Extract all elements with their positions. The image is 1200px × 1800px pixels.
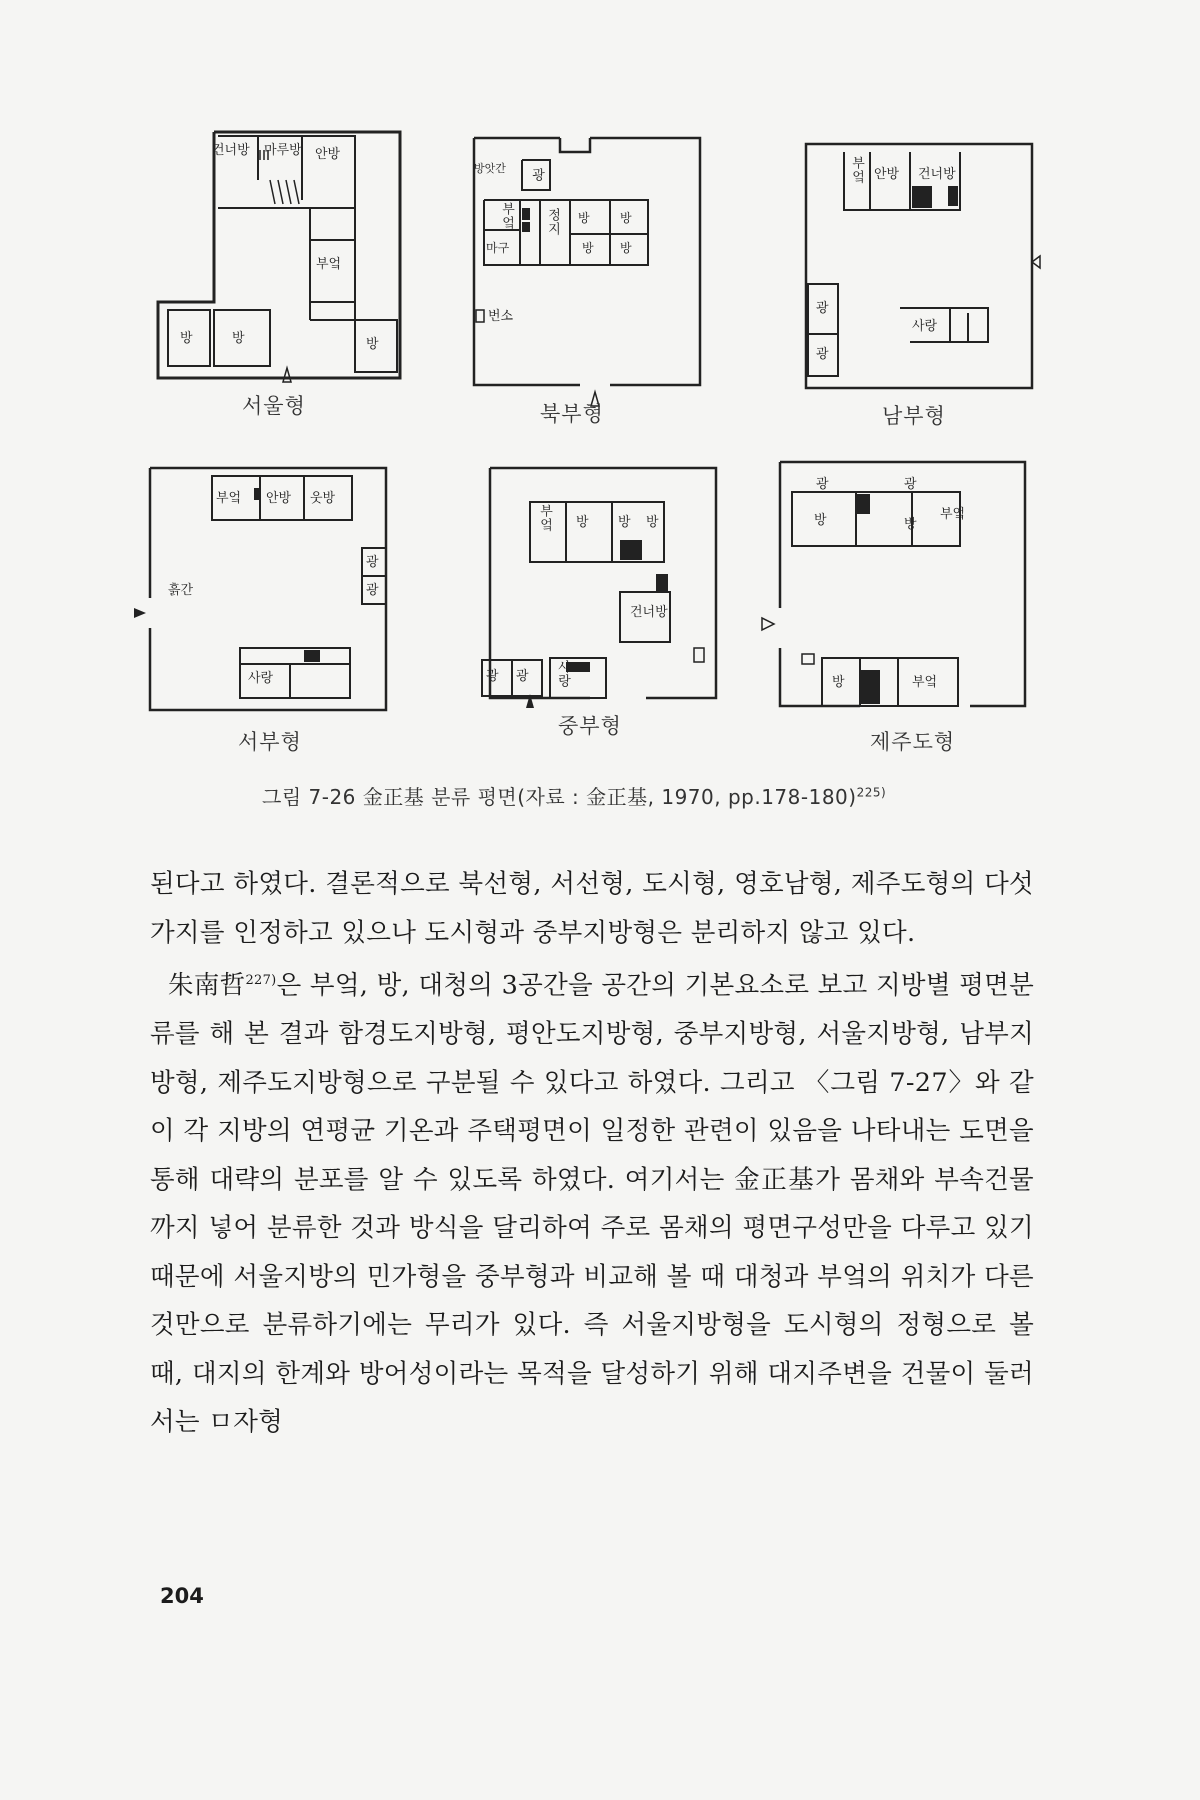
room-label: 마구 xyxy=(486,241,510,255)
room-label: 건너방 xyxy=(630,605,668,620)
floor-plan-north xyxy=(470,130,720,430)
paragraph xyxy=(150,957,1034,1447)
south-plan-drawing xyxy=(800,138,1060,438)
floor-plan-seoul xyxy=(150,120,410,420)
footnote-ref: 225) xyxy=(856,785,887,800)
room-label: 안방 xyxy=(874,167,900,182)
north-plan-drawing xyxy=(470,130,720,430)
room-label: 방 xyxy=(814,513,827,528)
caption-text: 그림 7-26 金正基 분류 평면(자료 : 金正基, 1970, pp.178-180) xyxy=(262,785,857,809)
floor-plan-west xyxy=(140,458,400,758)
room-label: 안방 xyxy=(315,147,341,162)
room-label: 사랑 xyxy=(248,671,274,686)
room-label: 건너방 xyxy=(212,143,250,158)
room-label: 광 xyxy=(816,301,829,316)
room-label: 방 xyxy=(576,515,589,530)
plan-label: 북부형 xyxy=(540,402,604,426)
room-label: 방 xyxy=(620,211,632,225)
room-label: 사랑 xyxy=(912,319,938,334)
room-label: 부엌 xyxy=(316,257,342,272)
room-label: 광 xyxy=(366,555,379,570)
room-label: 방 xyxy=(180,331,193,346)
room-label: 광 xyxy=(366,583,379,598)
plan-label: 중부형 xyxy=(558,714,622,738)
room-label: 광 xyxy=(529,168,544,182)
room-label: 흙간 xyxy=(168,583,194,598)
room-label: 마루방 xyxy=(264,143,302,158)
paragraph-text: 은 부엌, 방, 대청의 3공간을 공간의 기본요소로 보고 지방별 평면분류를 해 본 결과 함경도지방형, 평안도지방형, 중부지방형, 서울지방형, 남부지방형, 제주도지방형으로 구분될 수 있다고 하였다. 그리고 〈그림 7-27〉와 같이 각 지방의 연평균 기온과 주택평면이 일정한 관련이 있음을 나타내는 도면을 통해 대략의 분포를 알 수 있도록 하였다. 여기서는 金正基가 몸채와 부속건물까지 넣어 분류한 것과 방식을 달리하여 주로 몸채의 평면구성만을 다루고 있기 때문에 서울지방의 민가형을 중부형과 비교해 볼 때 대청과 부엌의 위치가 다른 것만으로 분류하기에는 무리가 있다. 즉 서울지방형을 도시형의 정형으로 볼 때, 대지의 한계와 방어성이라는 목적을 달성하기 위해 대지주변을 건물이 둘러서는 ㅁ자형 xyxy=(150,970,1034,1437)
room-label: 광 xyxy=(816,347,829,362)
room-label: 정지 xyxy=(545,208,560,236)
room-label: 웃방 xyxy=(310,491,336,506)
plan-label: 서부형 xyxy=(238,730,302,754)
floor-plan-central xyxy=(480,462,740,762)
room-label: 부엌 xyxy=(216,491,242,506)
plan-label: 남부형 xyxy=(882,404,946,428)
figure-caption xyxy=(262,781,1062,810)
room-label: 부엌 xyxy=(940,507,966,522)
room-label: 사랑 xyxy=(555,660,570,688)
room-label: 광 xyxy=(486,669,499,684)
room-label: 번소 xyxy=(488,309,514,324)
footnote-ref: 227) xyxy=(245,973,277,988)
paragraph: 된다고 하였다. 결론적으로 북선형, 서선형, 도시형, 영호남형, 제주도형의 다섯 가지를 인정하고 있으나 도시형과 중부지방형은 분리하지 않고 있다. xyxy=(150,869,1034,948)
body-text xyxy=(150,860,1034,1447)
room-label: 방 xyxy=(646,515,659,530)
room-label: 방 xyxy=(582,241,594,255)
room-label: 건너방 xyxy=(918,167,956,182)
plan-label: 제주도형 xyxy=(870,730,956,754)
room-label: 광 xyxy=(816,477,829,492)
floor-plan-south xyxy=(800,138,1060,438)
room-label: 방 xyxy=(904,517,917,532)
room-label: 방 xyxy=(366,337,379,352)
plan-label: 서울형 xyxy=(242,394,306,418)
room-label: 광 xyxy=(904,477,917,492)
room-label: 방 xyxy=(578,211,590,225)
room-label: 방 xyxy=(618,515,631,530)
room-label: 방앗간 xyxy=(474,162,506,175)
room-label: 부엌 xyxy=(537,504,552,532)
room-label: 방 xyxy=(832,675,845,690)
jeju-plan-drawing xyxy=(770,458,1040,758)
seoul-plan-drawing xyxy=(150,120,410,420)
room-label: 안방 xyxy=(266,491,292,506)
room-label: 부엌 xyxy=(499,202,514,230)
floor-plan-jeju xyxy=(770,458,1040,758)
room-label: 방 xyxy=(620,241,632,255)
room-label: 광 xyxy=(516,669,529,684)
page-number: 204 xyxy=(160,1584,204,1608)
author-name: 朱南哲 xyxy=(168,970,246,1001)
room-label: 부엌 xyxy=(912,675,938,690)
room-label: 방 xyxy=(232,331,245,346)
room-label: 부엌 xyxy=(849,156,864,184)
